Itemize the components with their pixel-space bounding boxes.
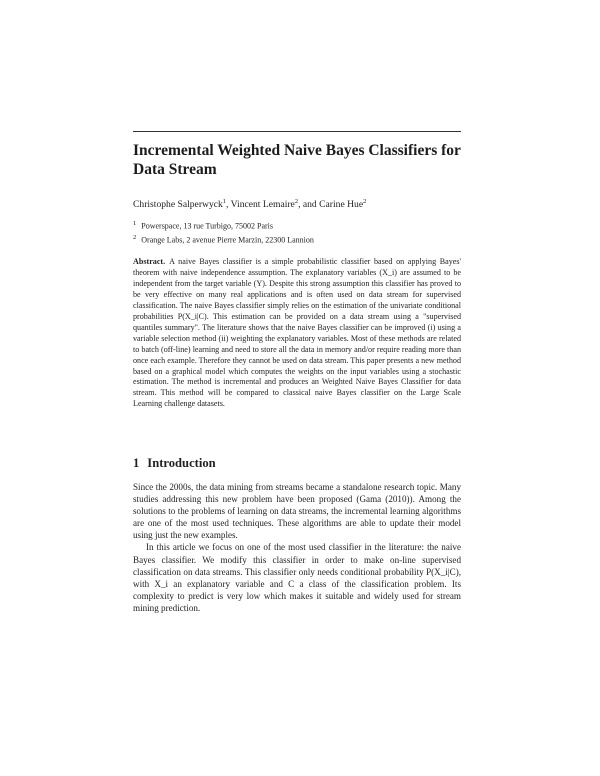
- author-name: Vincent Lemaire: [230, 199, 295, 211]
- abstract-text: A naive Bayes classifier is a simple probabilistic classifier based on applying Bayes' theorem with naive independence assumption. The explanatory variables (X_i) are assumed to be independent from the target variable (Y). Despite this strong assumption this classifier has proved to be very effective on many real applications and is often used on data stream for supervised classification. The naive Bayes classifier simply relies on the estimation of the univariate conditional probabilities P(X_i|C). This estimation can be provided on a data stream using a "supervised quantiles summary". The literature shows that the naive Bayes classifier can be improved (i) using a variable selection method (ii) weighting the explanatory variables. Most of these methods are related to batch (off-line) learning and need to store all the data in memory and/or require reading more than once each example. Therefore they cannot be used on data stream. This paper presents a new method based on a graphical model which computes the weights on the input variables using a stochastic estimation. The method is incremental and produces an Weighted Naive Bayes Classifier for data stream. This method will be compared to classical naive Bayes classifier on the Large Scale Learning challenge datasets.: [133, 257, 461, 409]
- abstract-label: Abstract.: [133, 257, 166, 266]
- section-heading: [133, 455, 473, 471]
- section-number: 1: [133, 456, 140, 470]
- paragraph: In this article we focus on one of the most used classifier in the literature: the naive Bayes classifier. We modify this classifier in order to make on-line supervised classification on data streams. This classifier only needs conditional probability P(X_i|C), with X_i an explanatory variable and C a class of the classification problem. Its complexity to predict is very low which makes it suitable and widely used for stream mining prediction.: [133, 542, 461, 613]
- section-body: [133, 481, 461, 614]
- title-rule: [133, 131, 461, 132]
- author-name: Christophe Salperwyck: [133, 199, 223, 211]
- affiliation-mark: 2: [363, 198, 367, 205]
- affiliation-mark: 2: [294, 198, 299, 205]
- section-title: Introduction: [147, 456, 216, 470]
- affiliation: [133, 232, 473, 246]
- author-list: [133, 196, 473, 211]
- affiliation-mark: 2: [133, 233, 137, 241]
- paper-title: Incremental Weighted Naive Bayes Classifiers for Data Stream: [133, 142, 461, 178]
- author-separator: , and: [298, 199, 320, 211]
- affiliation-list: [133, 218, 473, 245]
- affiliation-mark: 1: [133, 220, 137, 227]
- affiliation-text: Powerspace, 13 rue Turbigo, 75002 Paris: [141, 221, 274, 231]
- author-separator: ,: [226, 199, 231, 211]
- affiliation-text: Orange Labs, 2 avenue Pierre Marzin, 22300 Lannion: [141, 235, 314, 245]
- author-name: Carine Hue: [319, 199, 364, 211]
- paragraph: Since the 2000s, the data mining from streams became a standalone research topic. Many studies addressing this new problem have been proposed (Gama (2010)). Among the solutions to the problems of learning on data streams, the incremental learning algorithms are one of the most used techniques. These algorithms are able to update their model using just the new examples.: [133, 482, 461, 541]
- affiliation-mark: 1: [222, 198, 227, 205]
- affiliation: [133, 218, 473, 232]
- abstract: [133, 257, 461, 410]
